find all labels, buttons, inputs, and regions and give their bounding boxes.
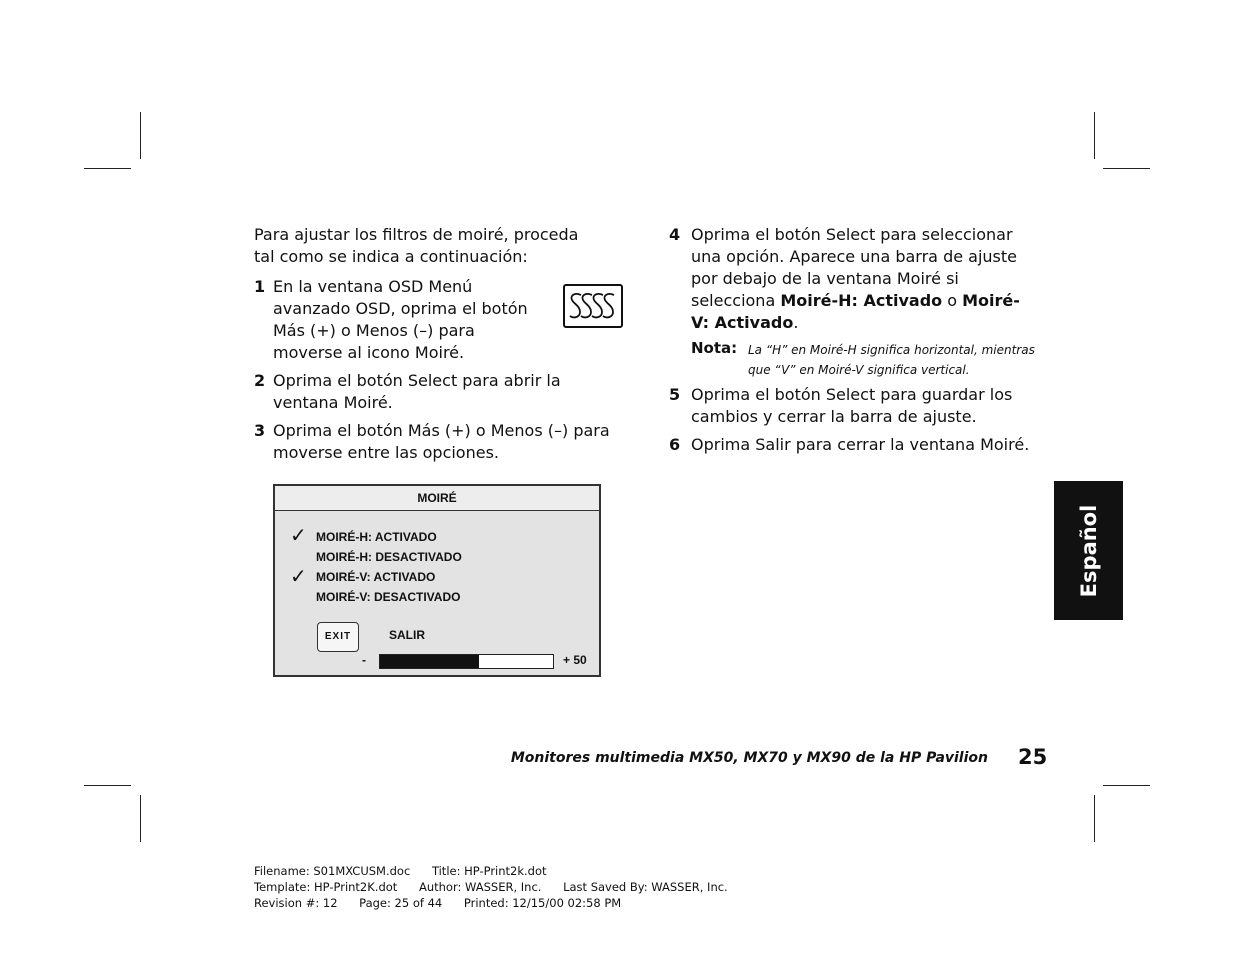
crop-mark [84, 168, 131, 169]
slider-minus-label: - [362, 653, 366, 667]
crop-mark [140, 112, 141, 159]
exit-button[interactable]: EXIT [317, 622, 359, 652]
step-3 [254, 420, 616, 464]
doc-meta-line [254, 895, 621, 911]
osd-title: MOIRÉ [275, 486, 599, 511]
note-block [691, 340, 1054, 380]
moire-osd-window [273, 484, 601, 677]
osd-option-moire-h-on[interactable]: MOIRÉ-H: ACTIVADO [316, 530, 437, 544]
step-2 [254, 370, 616, 414]
osd-option-moire-h-off[interactable]: MOIRÉ-H: DESACTIVADO [316, 550, 462, 564]
step-text: En la ventana OSD Menú avanzado OSD, oprima el botón Más (+) o Menos (–) para moverse al icono Moiré. [273, 277, 528, 362]
step-text: Oprima el botón Select para guardar los cambios y cerrar la barra de ajuste. [691, 385, 1013, 426]
intro-text: Para ajustar los filtros de moiré, proceda tal como se indica a continuación: [254, 225, 579, 266]
crop-mark [1103, 785, 1150, 786]
step-5 [669, 384, 1021, 428]
step-text: Oprima el botón Más (+) o Menos (–) para moverse entre las opciones. [273, 421, 610, 462]
salir-label: SALIR [389, 628, 425, 642]
footer-title: Monitores multimedia MX50, MX70 y MX90 de la HP Pavilion [510, 750, 988, 766]
step-text-end: . [793, 313, 799, 332]
step-number: 1 [254, 277, 266, 296]
note-label: Nota: [691, 339, 738, 357]
step-text: Oprima el botón Select para seleccionar una opción. Aparece una barra de ajuste por debajo de la ventana Moiré si selecciona [691, 225, 1017, 310]
doc-meta-line [254, 863, 547, 879]
check-icon: ✓ [290, 523, 307, 547]
meta-author: Author: WASSER, Inc. [418, 880, 542, 894]
crop-mark [84, 785, 131, 786]
meta-printed: Printed: 12/15/00 02:58 PM [463, 896, 622, 910]
step-4 [669, 224, 1036, 334]
step-number: 2 [254, 371, 266, 390]
crop-mark [1094, 112, 1095, 159]
crop-mark [1103, 168, 1150, 169]
osd-option-moire-v-off[interactable]: MOIRÉ-V: DESACTIVADO [316, 590, 461, 604]
step-text-connector: o [942, 291, 963, 310]
page-number: 25 [1018, 745, 1048, 769]
moire-icon [563, 284, 623, 328]
crop-mark [1094, 795, 1095, 842]
meta-template: Template: HP-Print2K.dot [254, 880, 398, 894]
meta-last-saved: Last Saved By: WASSER, Inc. [563, 880, 728, 894]
meta-page: Page: 25 of 44 [359, 896, 443, 910]
step-number: 3 [254, 421, 266, 440]
crop-mark [140, 795, 141, 842]
slider-fill [380, 655, 479, 668]
note-line-1: La “H” en Moiré-H significa horizontal, mientras [748, 343, 1035, 357]
doc-meta-line [254, 879, 728, 895]
step-6 [669, 434, 1054, 456]
step-1 [254, 276, 549, 364]
right-column [669, 224, 1054, 456]
note-line-2: que “V” en Moiré-V significa vertical. [748, 363, 970, 377]
step-text: Oprima Salir para cerrar la ventana Moiré. [691, 435, 1030, 454]
left-column [254, 224, 616, 464]
bold-option: Moiré-H: Activado [780, 291, 943, 310]
osd-option-moire-v-on[interactable]: MOIRÉ-V: ACTIVADO [316, 570, 436, 584]
meta-title: Title: HP-Print2k.dot [431, 864, 547, 878]
language-tab-label: Español [1076, 504, 1101, 597]
bold-option: Moiré-V: Activado [691, 291, 1020, 332]
language-tab [1054, 481, 1123, 620]
meta-revision: Revision #: 12 [254, 896, 338, 910]
check-icon: ✓ [290, 564, 307, 588]
meta-filename: Filename: S01MXCUSM.doc [254, 864, 411, 878]
step-number: 5 [669, 385, 681, 404]
adjustment-slider[interactable] [379, 654, 554, 669]
step-number: 4 [669, 225, 681, 244]
step-number: 6 [669, 435, 681, 454]
step-text: Oprima el botón Select para abrir la ventana Moiré. [273, 371, 561, 412]
slider-value: + 50 [563, 653, 587, 667]
